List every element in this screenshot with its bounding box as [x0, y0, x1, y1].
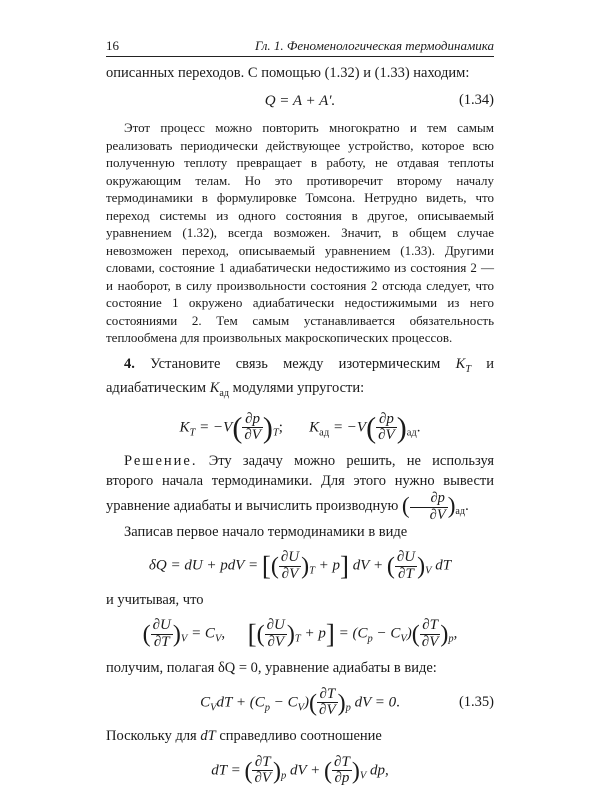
considering-line: и учитывая, что: [106, 591, 204, 608]
equation-dt: dT = ( $\frac{\partial T}{\partial V}$ )$_p$ dV + ( $\frac{\partial T}{\partial p}$ )$_V$ dp,: [211, 753, 389, 787]
equation-1-34-formula: Q = A + A′.: [264, 92, 336, 109]
page-body: [106, 64, 494, 795]
paragraph-thomson: Этот процесс можно повторить многократно и тем самым реализовать периодически действующее устройство, которое всю полученную теплоту превращает в работу, не отдавая теплоты окружающим телам. Но это противоречит второму началу термодинамики в формулировке Томсона. Нетрудно видеть, что переход системы из одного состояния в другое, описываемый уравнением (1.32), всегда возможен. Значит, в общем случае невозможен переход, описываемый уравнением (1.33). Другими словами, состояние 1 адиабатически недостижимо из состояния 2 — и наоборот, в силу произвольности состояния 2 отсюда следует, что состояние 1 окружено адиабатически недостижимыми из него состояниями 2. Тем самым устанавливается обязательность теплообмена для произвольных макроскопических процессов.: [106, 120, 494, 346]
equation-first-law: δQ = dU + pdV = [( $\frac{\partial U}{\partial V}$ )$_T + p$] dV + ( $\frac{\partial U}{\partial T}$ )$_V$ dT: [148, 549, 452, 583]
equation-1-34-number: (1.34): [458, 92, 494, 109]
equation-1-34: [106, 92, 494, 112]
equation-moduli: $K_T = -V$( $\frac{\partial p}{\partial V}$ )$_T$; $K_{ад} = -V$( $\frac{\partial p}{\partial V}$ )$_{ад}$.: [179, 410, 421, 444]
page-number: 16: [106, 38, 119, 53]
intro-line: описанных переходов. С помощью (1.32) и (1.33) находим:: [106, 65, 470, 81]
equation-relations: ( $\frac{\partial U}{\partial T}$ )$_V = C_V$, [( $\frac{\partial U}{\partial V}$ )$_T + p] = (C_p - C_V)$( $\frac{\partial T}{\partial V}$ )$_p$,: [142, 617, 458, 651]
problem-number: 4.: [124, 355, 135, 372]
chapter-title: Гл. 1. Феноменологическая термодинамика: [255, 38, 494, 53]
first-law-intro: Записав первое начало термодинамики в виде: [124, 523, 408, 540]
running-header: [106, 36, 494, 57]
solution-label: Решение.: [124, 453, 198, 470]
problem-statement: 4. Установите связь между изотермическим $K_T$ и адиабатическим $K_{ад}$ модулями упругости:: [106, 355, 494, 400]
dt-relation-intro: Поскольку для dT справедливо соотношение: [106, 728, 382, 745]
equation-1-35: $C_VdT + (C_p - C_V)$( $\frac{\partial T}{\partial V}$ )$_p$ dV = 0. (1.35): [200, 685, 494, 719]
solution-paragraph: Решение. Эту задачу можно решить, не используя второго начала термодинамики. Для этого нужно вывести уравнение адиабаты и вычислить производную ( $\frac{\partial p}{\partial V}$ )$_{ад}$.: [106, 453, 494, 523]
equation-1-35-number: (1.35): [458, 694, 494, 711]
adiabat-intro: получим, полагая δQ = 0, уравнение адиабаты в виде:: [106, 659, 437, 676]
